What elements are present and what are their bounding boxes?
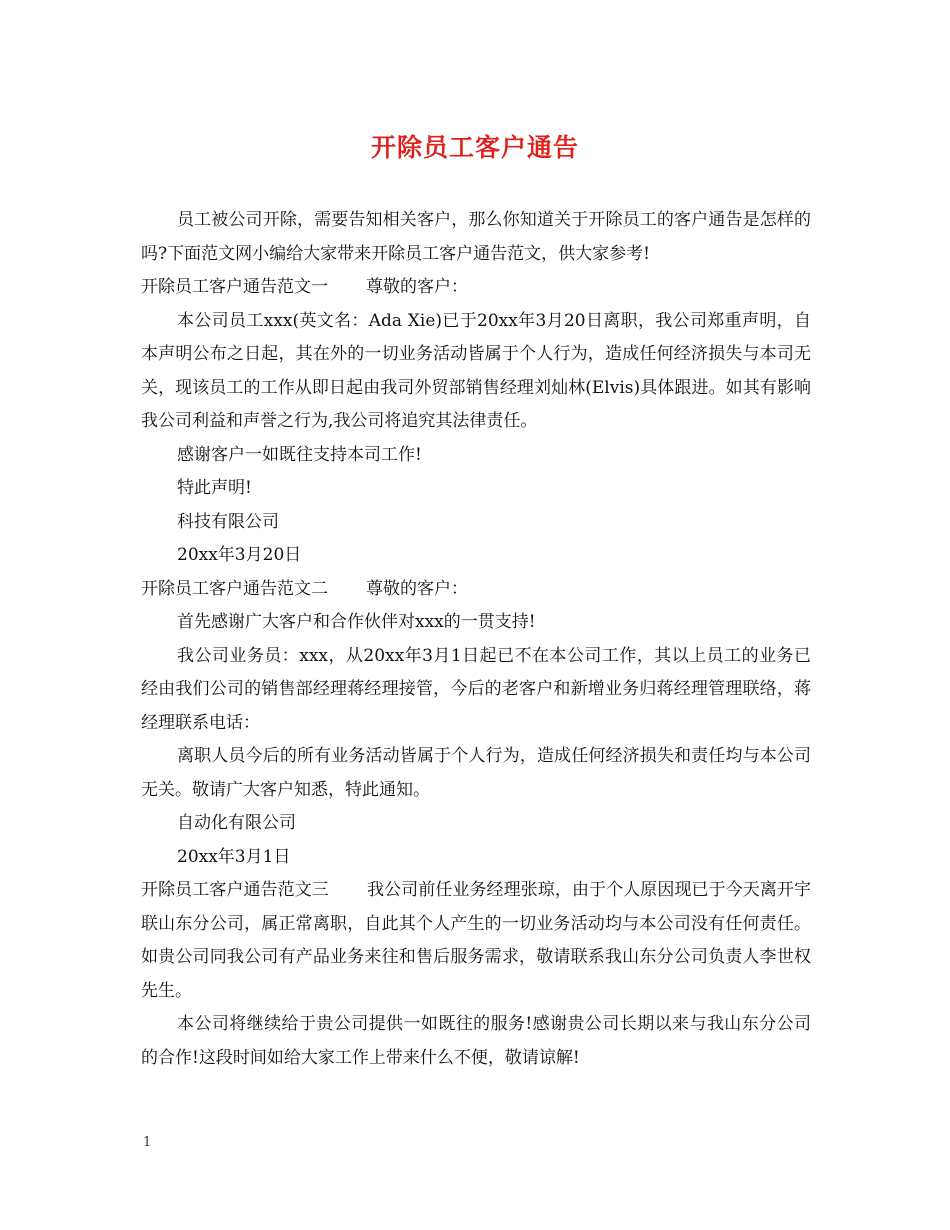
page-number: 1 <box>143 1135 152 1150</box>
sample1-heading: 开除员工客户通告范文一 <box>141 277 328 297</box>
sample3-paragraph-1 <box>141 874 811 1008</box>
sample2-date: 20xx年3月1日 <box>177 846 291 867</box>
sample2-salutation: 尊敬的客户： <box>366 578 468 599</box>
sample2-heading-line <box>141 573 811 607</box>
sample2-company: 自动化有限公司 <box>177 813 296 833</box>
sample3-heading: 开除员工客户通告范文三 <box>141 880 329 900</box>
sample1-paragraph-1: 本公司员工xxx(英文名：Ada Xie)已于20xx年3月20日离职，我公司郑重声明，自本声明公布之日起，其在外的一切业务活动皆属于个人行为，造成任何经济损失与本司无关，现该员工的工作从即日起由我司外贸部销售经理刘灿林(Elvis)具体跟进。如其有影响我公司利益和声誉之行为,我公司将追究其法律责任。 <box>141 310 811 431</box>
sample3-paragraph-2: 本公司将继续给于贵公司提供一如既往的服务!感谢贵公司长期以来与我山东分公司的合作!这段时间如给大家工作上带来什么不便，敬请谅解! <box>141 1014 811 1068</box>
sample1-heading-line <box>141 271 811 305</box>
sample3-text: 我公司前任业务经理张琼，由于个人原因现已于今天离开宇联山东分公司，属正常离职，自此其个人产生的一切业务活动均与本公司没有任何责任。如贵公司同我公司有产品业务来往和售后服务需求，敬请联系我山东分公司负责人李世权先生。 <box>141 880 812 1001</box>
sample2-paragraph-3: 离职人员今后的所有业务活动皆属于个人行为，造成任何经济损失和责任均与本公司无关。敬请广大客户知悉，特此通知。 <box>141 746 811 800</box>
intro-paragraph: 员工被公司开除，需要告知相关客户，那么你知道关于开除员工的客户通告是怎样的吗?下面范文网小编给大家带来开除员工客户通告范文，供大家参考! <box>141 210 811 264</box>
document-body <box>141 204 811 1075</box>
document-title: 开除员工客户通告 <box>370 133 579 162</box>
sample1-date: 20xx年3月20日 <box>177 545 302 565</box>
sample1-company: 科技有限公司 <box>177 511 279 532</box>
sample1-paragraph-2: 感谢客户一如既往支持本司工作! <box>177 444 422 465</box>
sample1-salutation: 尊敬的客户： <box>366 277 468 297</box>
sample1-paragraph-3: 特此声明! <box>177 478 252 498</box>
sample2-heading: 开除员工客户通告范文二 <box>141 578 328 599</box>
sample2-paragraph-1: 首先感谢广大客户和合作伙伴对xxx的一贯支持! <box>177 612 536 632</box>
sample2-paragraph-2: 我公司业务员：xxx，从20xx年3月1日起已不在本公司工作，其以上员工的业务已经由我们公司的销售部经理蒋经理接管，今后的老客户和新增业务归蒋经理管理联络，蒋经理联系电话： <box>141 645 811 733</box>
